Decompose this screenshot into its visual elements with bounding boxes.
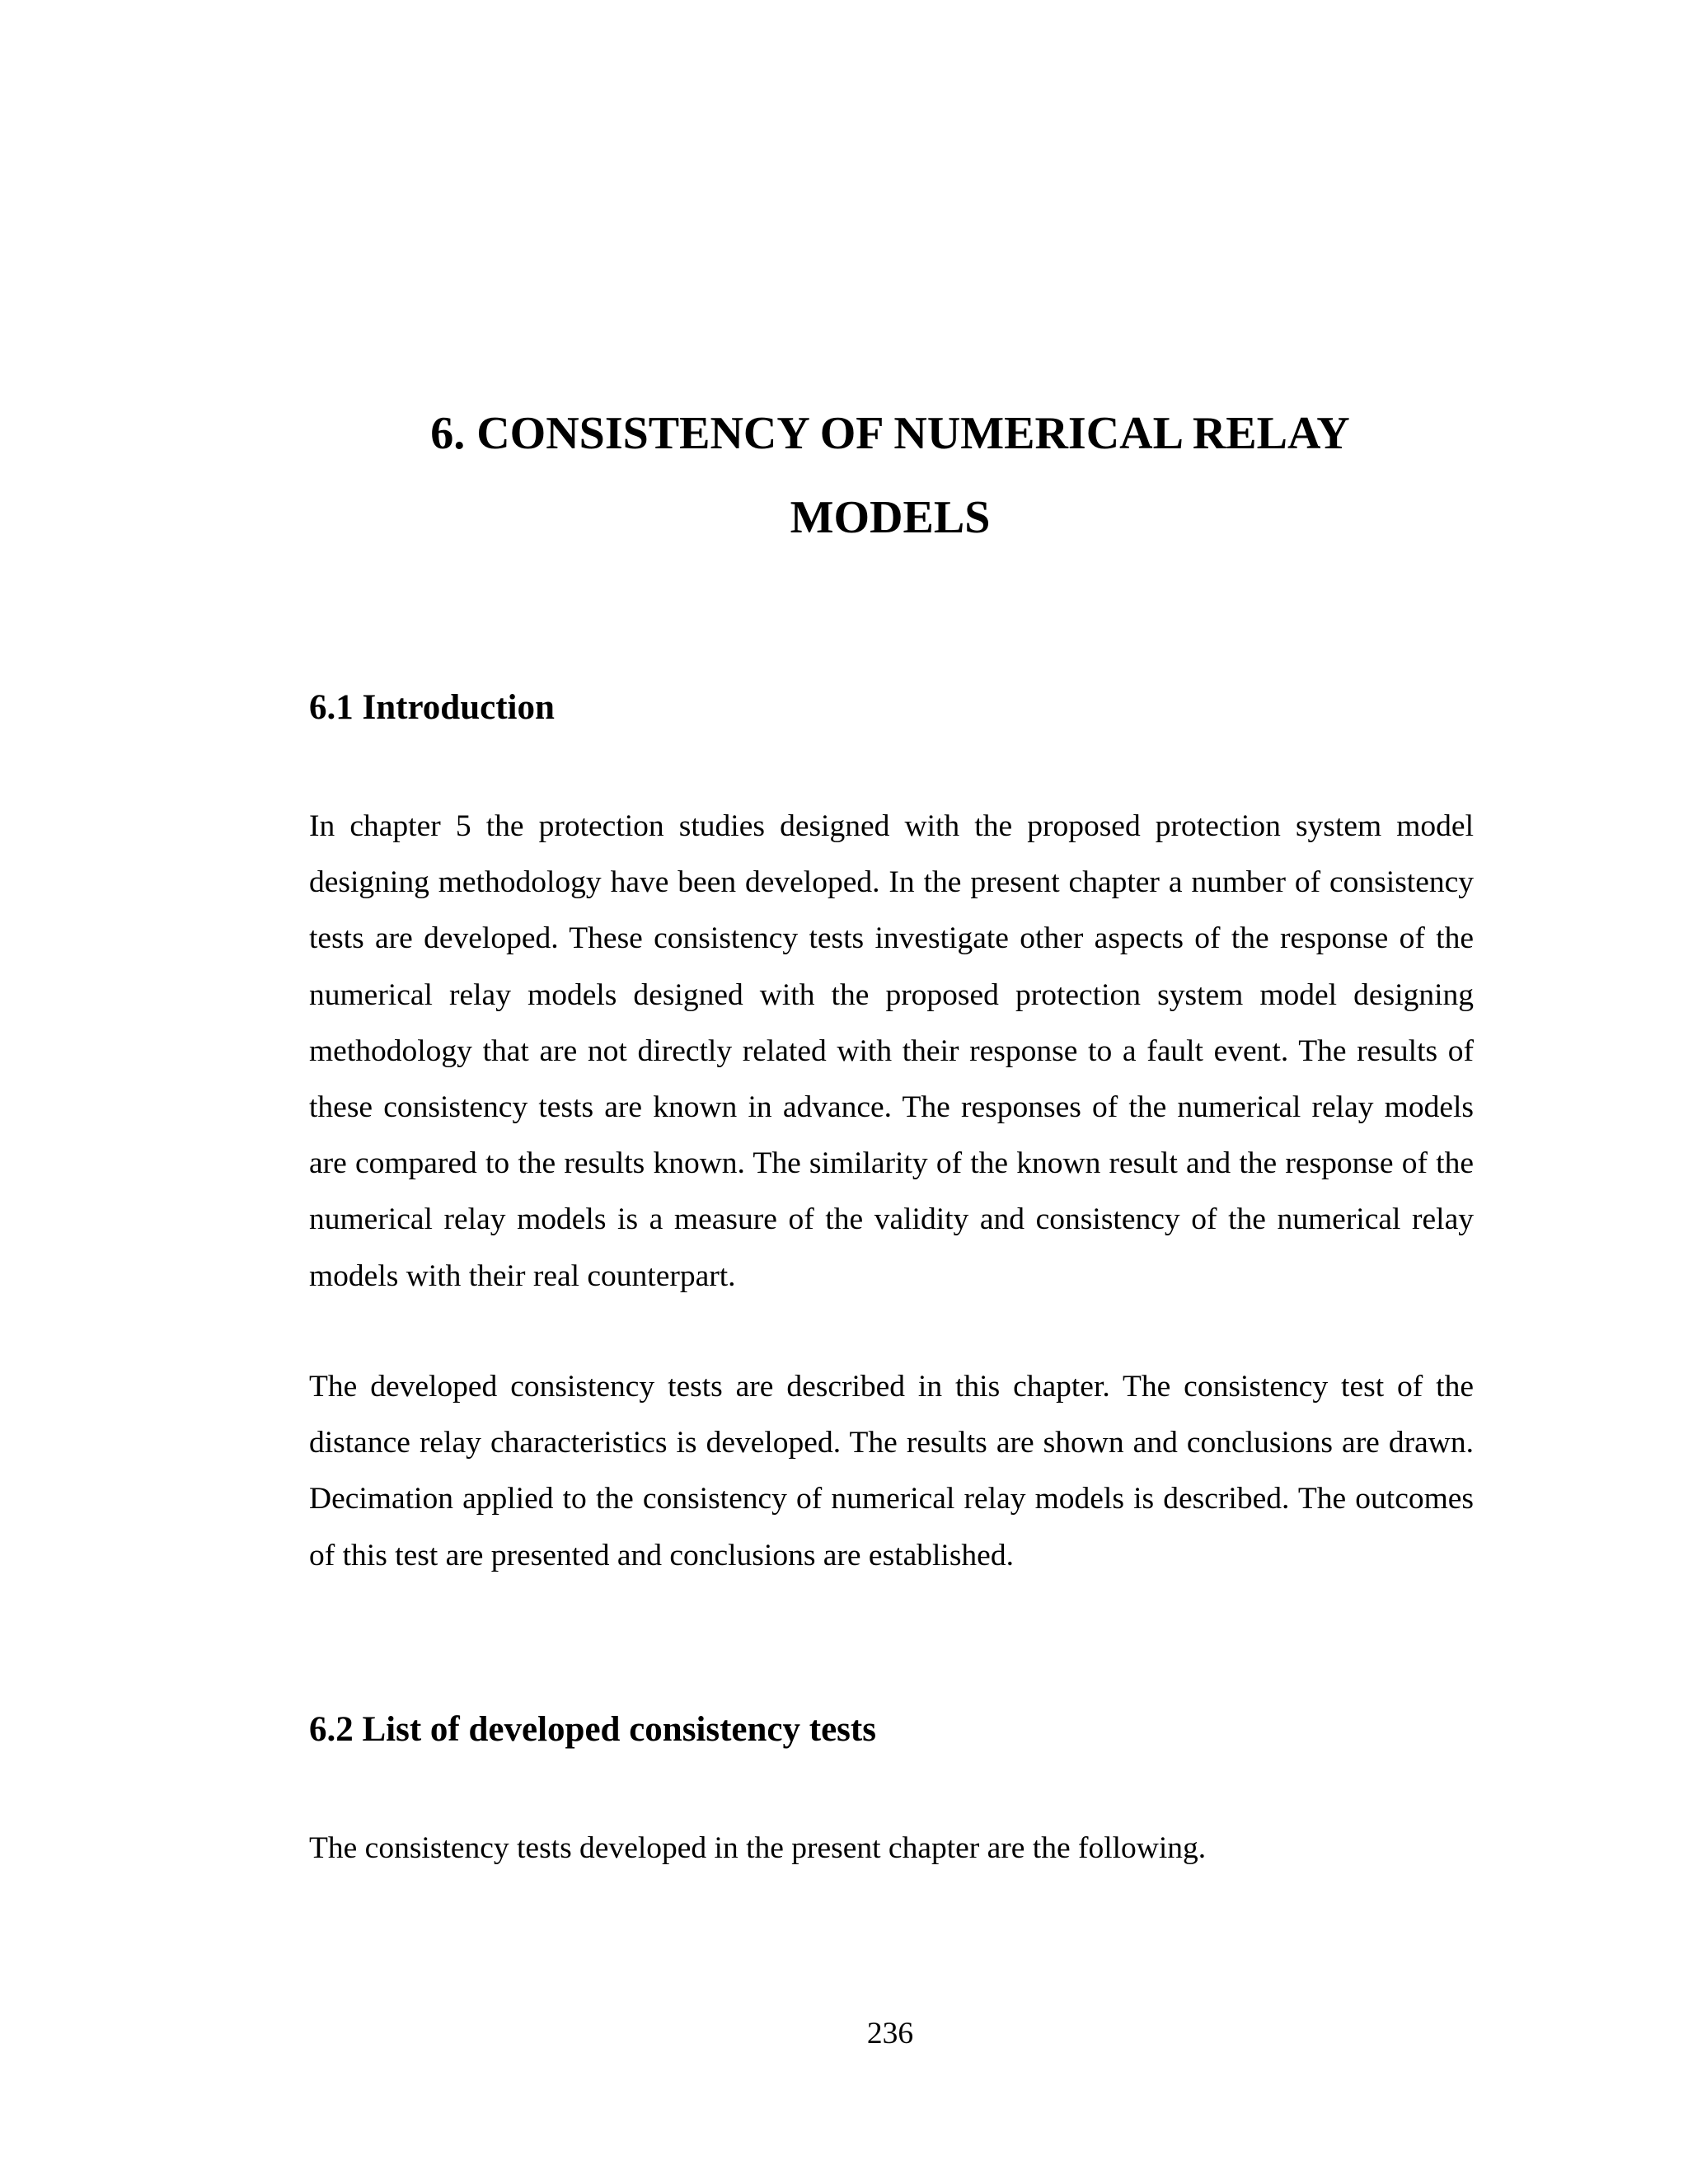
section-heading-introduction: 6.1 Introduction	[309, 688, 555, 727]
page-number: 236	[866, 2017, 914, 2050]
body-paragraph: The consistency tests developed in the present chapter are the following.	[309, 1831, 1207, 1865]
body-paragraph: In chapter 5 the protection studies designed with the proposed protection system model designing methodology have been developed. In the present chapter a number of consistency tests are developed. These consistency tests investigate other aspects of the response of the numerical relay models designed with the proposed protection system model designing methodology that are not directly related with their response to a fault event. The results of these consistency tests are known in advance. The responses of the numerical relay models are compared to the results known. The similarity of the known result and the response of the numerical relay models is a measure of the validity and consistency of the numerical relay models with their real counterpart.	[309, 809, 1474, 1293]
chapter-title-line-1: 6. CONSISTENCY OF NUMERICAL RELAY	[430, 408, 1350, 459]
chapter-title-line-2: MODELS	[790, 492, 991, 543]
section-heading-list-of-tests: 6.2 List of developed consistency tests	[309, 1710, 876, 1749]
body-paragraph: The developed consistency tests are described in this chapter. The consistency test of the distance relay characteristics is developed. The results are shown and conclusions are drawn. Decimation applied to the consistency of numerical relay models is described. The outcomes of this test are presented and conclusions are established.	[309, 1370, 1474, 1572]
chapter-title	[247, 391, 1533, 560]
